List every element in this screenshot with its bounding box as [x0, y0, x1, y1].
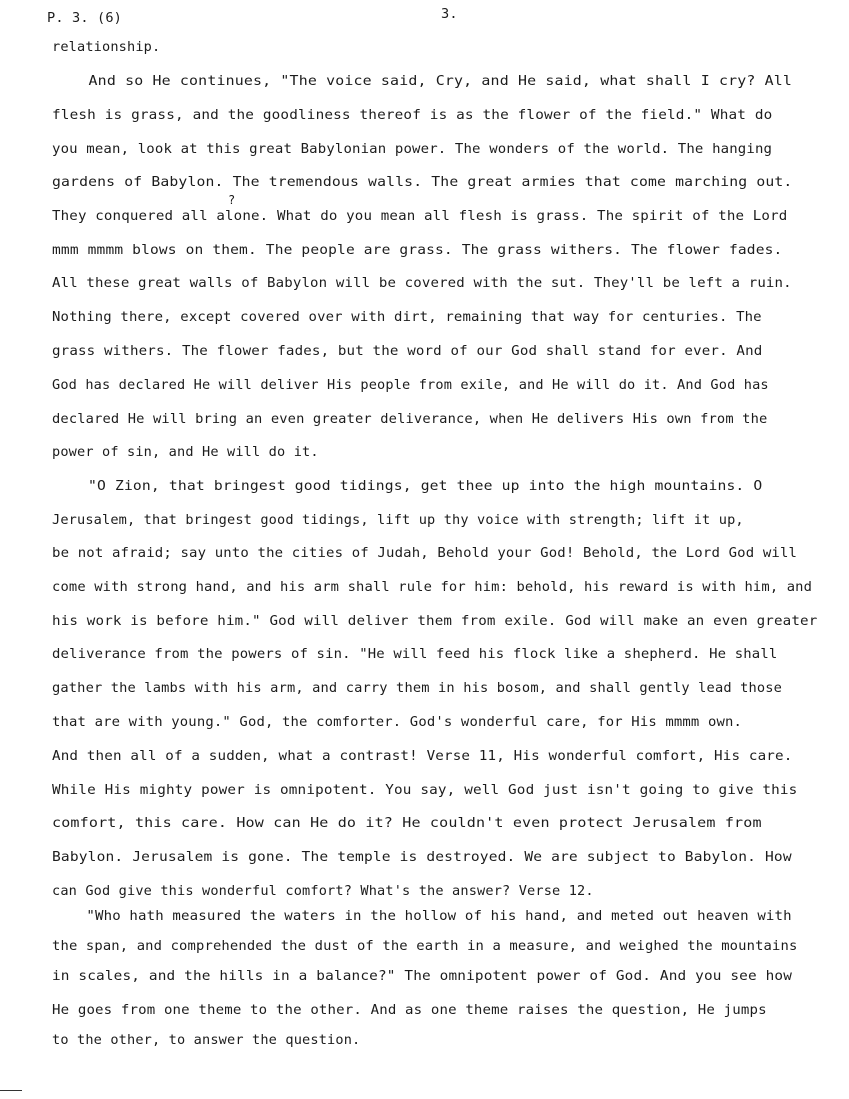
text-line: the span, and comprehended the dust of the earth in a measure, and weighed the mountains [52, 938, 798, 954]
text-line: can God give this wonderful comfort? What's the answer? Verse 12. [52, 883, 594, 899]
text-line: come with strong hand, and his arm shall rule for him: behold, his reward is with him, and [52, 579, 813, 595]
text-line: comfort, this care. How can He do it? He couldn't even protect Jerusalem from [52, 815, 762, 831]
text-line: be not afraid; say unto the cities of Judah, Behold your God! Behold, the Lord God will [52, 545, 798, 561]
page-number: 3. [441, 6, 458, 22]
page-reference: P. 3. (6) [47, 10, 123, 26]
text-line: power of sin, and He will do it. [52, 444, 319, 460]
text-line: All these great walls of Babylon will be covered with the sut. They'll be left a ruin. [52, 275, 792, 291]
text-line: God has declared He will deliver His people from exile, and He will do it. And God has [52, 377, 769, 393]
text-line: And then all of a sudden, what a contrast! Verse 11, His wonderful comfort, His care. [52, 748, 793, 764]
text-line: Nothing there, except covered over with dirt, remaining that way for centuries. The [52, 309, 762, 325]
text-line: They conquered all alone. What do you mean all flesh is grass. The spirit of the Lord [52, 208, 788, 224]
text-line: relationship. [52, 39, 161, 55]
text-line: And so He continues, "The voice said, Cry, and He said, what shall I cry? All [52, 73, 793, 89]
margin-question-mark: ? [228, 193, 236, 207]
text-line: "Who hath measured the waters in the hollow of his hand, and meted out heaven with [52, 908, 792, 924]
text-line: his work is before him." God will deliver them from exile. God will make an even greater [52, 613, 818, 629]
edge-tick [0, 1090, 22, 1091]
text-line: gather the lambs with his arm, and carry them in his bosom, and shall gently lead those [52, 680, 783, 696]
text-line: gardens of Babylon. The tremendous walls. The great armies that come marching out. [52, 174, 793, 190]
text-line: mmm mmmm blows on them. The people are grass. The grass withers. The flower fades. [52, 242, 783, 258]
text-line: Babylon. Jerusalem is gone. The temple is destroyed. We are subject to Babylon. How [52, 849, 792, 865]
text-line: Jerusalem, that bringest good tidings, lift up thy voice with strength; lift it up, [52, 512, 744, 528]
text-line: "O Zion, that bringest good tidings, get thee up into the high mountains. O [52, 478, 763, 494]
text-line: you mean, look at this great Babylonian power. The wonders of the world. The hanging [52, 141, 773, 157]
text-line: declared He will bring an even greater deliverance, when He delivers His own from the [52, 411, 768, 427]
text-line: to the other, to answer the question. [52, 1032, 361, 1048]
text-line: While His mighty power is omnipotent. You say, well God just isn't going to give this [52, 782, 798, 798]
text-line: flesh is grass, and the goodliness thereof is as the flower of the field." What do [52, 107, 773, 123]
text-line: that are with young." God, the comforter. God's wonderful care, for His mmmm own. [52, 714, 743, 730]
text-line: He goes from one theme to the other. And as one theme raises the question, He jumps [52, 1002, 767, 1018]
text-line: grass withers. The flower fades, but the word of our God shall stand for ever. And [52, 343, 763, 359]
text-line: deliverance from the powers of sin. "He will feed his flock like a shepherd. He shall [52, 646, 778, 662]
text-line: in scales, and the hills in a balance?" The omnipotent power of God. And you see how [52, 968, 793, 984]
